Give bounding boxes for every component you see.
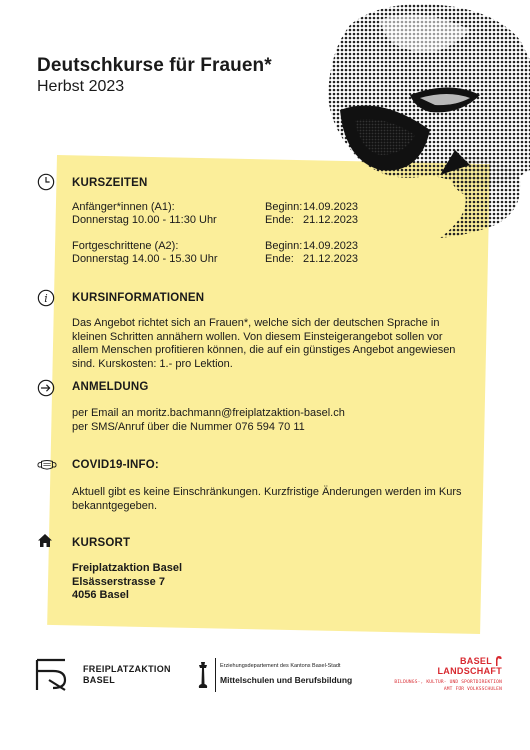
- bl-name-line2: LANDSCHAFT: [437, 666, 502, 676]
- arrow-right-circle-icon: [37, 379, 55, 397]
- info-line: allem Menschen profitieren können, die auf ein günstiges Angebot angewiesen: [72, 344, 456, 356]
- course-a2-level: Fortgeschrittene (A2):: [72, 240, 179, 252]
- face-mask-icon: [37, 458, 57, 472]
- registration-paragraph: [72, 407, 487, 434]
- start-date: 14.09.2023: [303, 201, 359, 213]
- bl-line1-text: BASEL: [459, 656, 492, 666]
- location-street: Elsässerstrasse 7: [72, 575, 165, 588]
- section-heading-times: KURSZEITEN: [72, 177, 148, 189]
- footer-divider: [215, 658, 216, 692]
- location-address: [72, 562, 182, 603]
- freiplatzaktion-line1: FREIPLATZAKTION: [83, 664, 171, 674]
- page-title: Deutschkurse für Frauen*: [37, 55, 272, 76]
- page-subtitle: Herbst 2023: [37, 78, 125, 95]
- covid-line: bekanntgegeben.: [72, 499, 158, 512]
- end-date: 21.12.2023: [303, 214, 359, 226]
- bs-division-name: Mittelschulen und Berufsbildung: [220, 675, 353, 685]
- start-label: Beginn:: [265, 240, 303, 252]
- start-label: Beginn:: [265, 201, 303, 213]
- clock-icon: [37, 173, 55, 191]
- info-line: Das Angebot richtet sich an Frauen*, welche sich der deutschen Sprache in: [72, 317, 440, 329]
- course-a2-schedule: Donnerstag 14.00 - 15.30 Uhr: [72, 253, 218, 265]
- course-a1-end: [265, 214, 358, 228]
- course-a2-end: [265, 253, 358, 267]
- section-heading-location: KURSORT: [72, 537, 131, 549]
- freiplatzaktion-name: [83, 664, 171, 686]
- bishop-staff-icon: [494, 656, 502, 666]
- section-heading-covid: COVID19-INFO:: [72, 459, 159, 471]
- course-a1-level: Anfänger*innen (A1):: [72, 201, 175, 213]
- location-name: Freiplatzaktion Basel: [72, 562, 183, 574]
- end-label: Ende:: [265, 253, 294, 265]
- svg-text:i: i: [44, 292, 48, 306]
- covid-paragraph: [72, 486, 487, 513]
- end-label: Ende:: [265, 214, 294, 226]
- course-a2-start: [265, 240, 358, 254]
- bl-sub-line1: BILDUNGS-, KULTUR- UND SPORTDIREKTION: [394, 680, 502, 685]
- footer-logos: [0, 652, 530, 697]
- house-icon: [37, 533, 53, 548]
- info-paragraph: [72, 317, 487, 371]
- section-heading-info: KURSINFORMATIONEN: [72, 292, 205, 304]
- section-heading-registration: ANMELDUNG: [72, 381, 149, 393]
- course-a1-start: [265, 201, 358, 215]
- info-line: kleinen Schritten annähern wollen. Von diesem Einsteigerangebot sollen vor: [72, 330, 443, 343]
- info-icon: [37, 289, 55, 307]
- end-date: 21.12.2023: [303, 253, 359, 265]
- bs-department-name: Erziehungsdepartement des Kantons Basel-Stadt: [220, 663, 341, 669]
- location-city: 4056 Basel: [72, 589, 129, 601]
- bl-name-line1: [394, 656, 502, 666]
- info-line: sind. Kurskosten: 1.- pro Lektion.: [72, 357, 233, 370]
- registration-phone[interactable]: per SMS/Anruf über die Nummer 076 594 70 11: [72, 420, 305, 433]
- freiplatzaktion-logo: [35, 658, 67, 692]
- basel-stadt-crest-icon: [196, 660, 210, 690]
- registration-email[interactable]: per Email an moritz.bachmann@freiplatzaktion-basel.ch: [72, 407, 345, 419]
- bl-sub-line2: AMT FÜR VOLKSSCHULEN: [443, 687, 502, 692]
- course-a1-schedule: Donnerstag 10.00 - 11:30 Uhr: [72, 214, 217, 226]
- basel-landschaft-logo: [394, 656, 502, 693]
- start-date: 14.09.2023: [303, 240, 359, 252]
- freiplatzaktion-line2: BASEL: [83, 675, 116, 685]
- covid-line: Aktuell gibt es keine Einschränkungen. Kurzfristige Änderungen werden im Kurs: [72, 486, 462, 498]
